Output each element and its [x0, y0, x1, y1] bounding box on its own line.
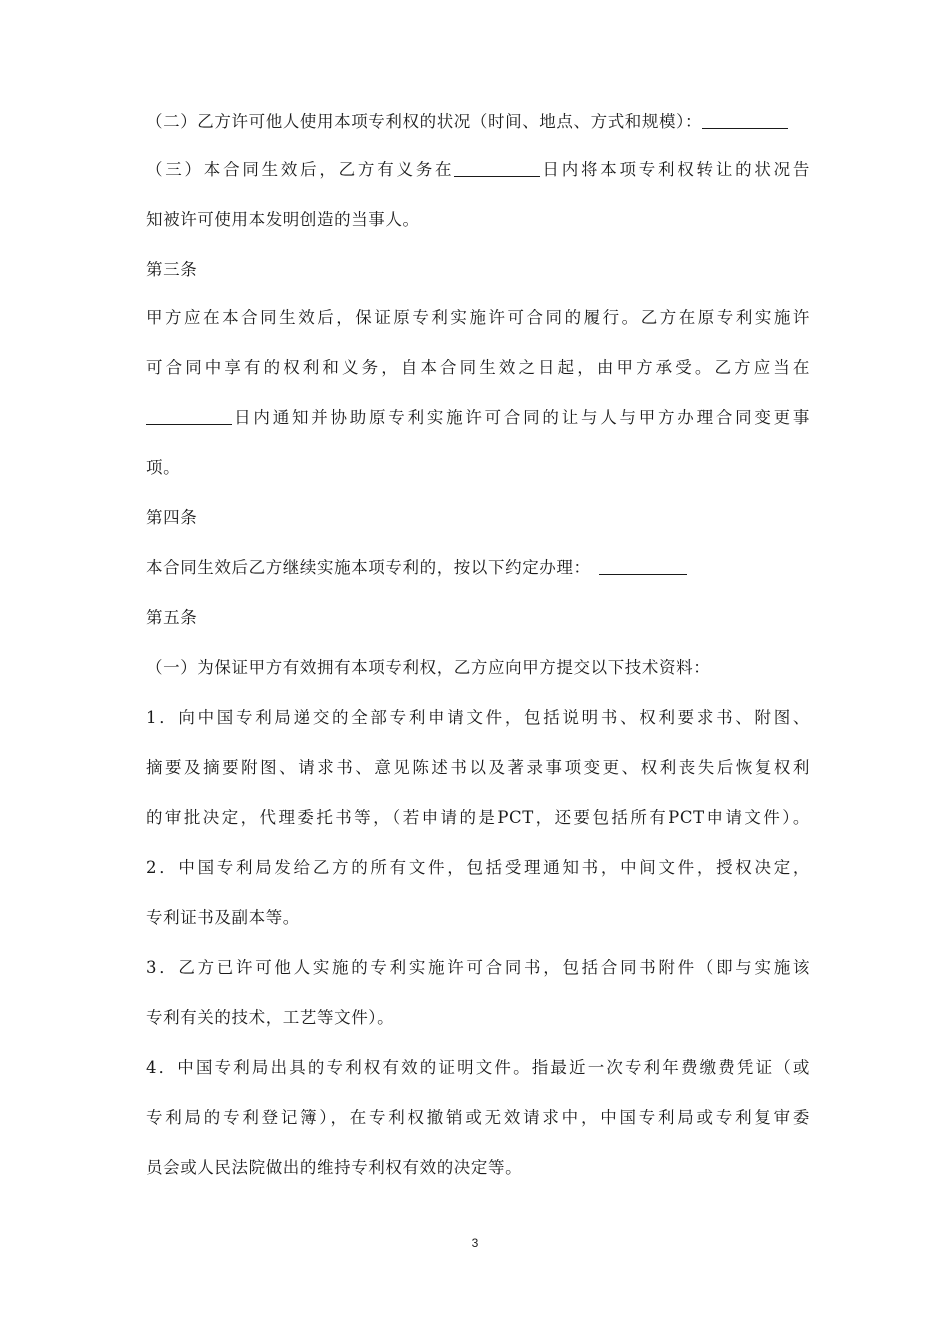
article-4-line: [146, 556, 810, 580]
paragraph-line: 知被许可使用本发明创造的当事人。: [146, 210, 420, 229]
clause-2-3-text-start: （三）本合同生效后，乙方有义务在: [146, 160, 455, 179]
clause-2-3-line: [146, 158, 810, 182]
paragraph-text: 日内通知并协助原专利实施许可合同的让与人与甲方办理合同变更事: [232, 408, 810, 427]
article-4-text: 本合同生效后乙方继续实施本项专利的，按以下约定办理：: [146, 558, 591, 577]
clause-2-2-line: [146, 110, 810, 134]
fill-in-blank: [702, 112, 788, 129]
list-item-line: 专利证书及副本等。: [146, 908, 300, 927]
fill-in-blank: [146, 408, 232, 425]
list-item-line: 2．中国专利局发给乙方的所有文件，包括受理通知书，中间文件，授权决定，: [146, 858, 810, 877]
list-item-line: 的审批决定，代理委托书等，（若申请的是PCT，还要包括所有PCT申请文件）。: [146, 808, 810, 827]
page-number: 3: [471, 1236, 479, 1250]
list-item-line: 专利有关的技术，工艺等文件）。: [146, 1008, 395, 1027]
list-item-line: 4．中国专利局出具的专利权有效的证明文件。指最近一次专利年费缴费凭证（或: [146, 1058, 810, 1077]
article-5-heading: 第五条: [146, 608, 198, 627]
list-item-line: 3．乙方已许可他人实施的专利实施许可合同书，包括合同书附件（即与实施该: [146, 958, 810, 977]
article-3-heading: 第三条: [146, 260, 198, 279]
article-4-heading: 第四条: [146, 508, 198, 527]
paragraph-line: [146, 406, 810, 430]
list-item-line: 摘要及摘要附图、请求书、意见陈述书以及著录事项变更、权利丧失后恢复权利: [146, 758, 810, 777]
list-item-line: 员会或人民法院做出的维持专利权有效的决定等。: [146, 1158, 523, 1177]
paragraph-line: 甲方应在本合同生效后，保证原专利实施许可合同的履行。乙方在原专利实施许: [146, 308, 810, 327]
fill-in-blank: [454, 160, 540, 177]
paragraph-line: （一）为保证甲方有效拥有本项专利权，乙方应向甲方提交以下技术资料：: [146, 658, 711, 677]
fill-in-blank: [599, 558, 687, 575]
paragraph-line: 项。: [146, 458, 181, 477]
clause-2-3-text-end: 日内将本项专利权转让的状况告: [540, 160, 810, 179]
list-item-line: 专利局的专利登记簿），在专利权撤销或无效请求中，中国专利局或专利复审委: [146, 1108, 810, 1127]
list-item-line: 1．向中国专利局递交的全部专利申请文件，包括说明书、权利要求书、附图、: [146, 708, 810, 727]
clause-2-2-text: （二）乙方许可他人使用本项专利权的状况（时间、地点、方式和规模）：: [146, 112, 703, 131]
paragraph-line: 可合同中享有的权利和义务，自本合同生效之日起，由甲方承受。乙方应当在: [146, 358, 810, 377]
